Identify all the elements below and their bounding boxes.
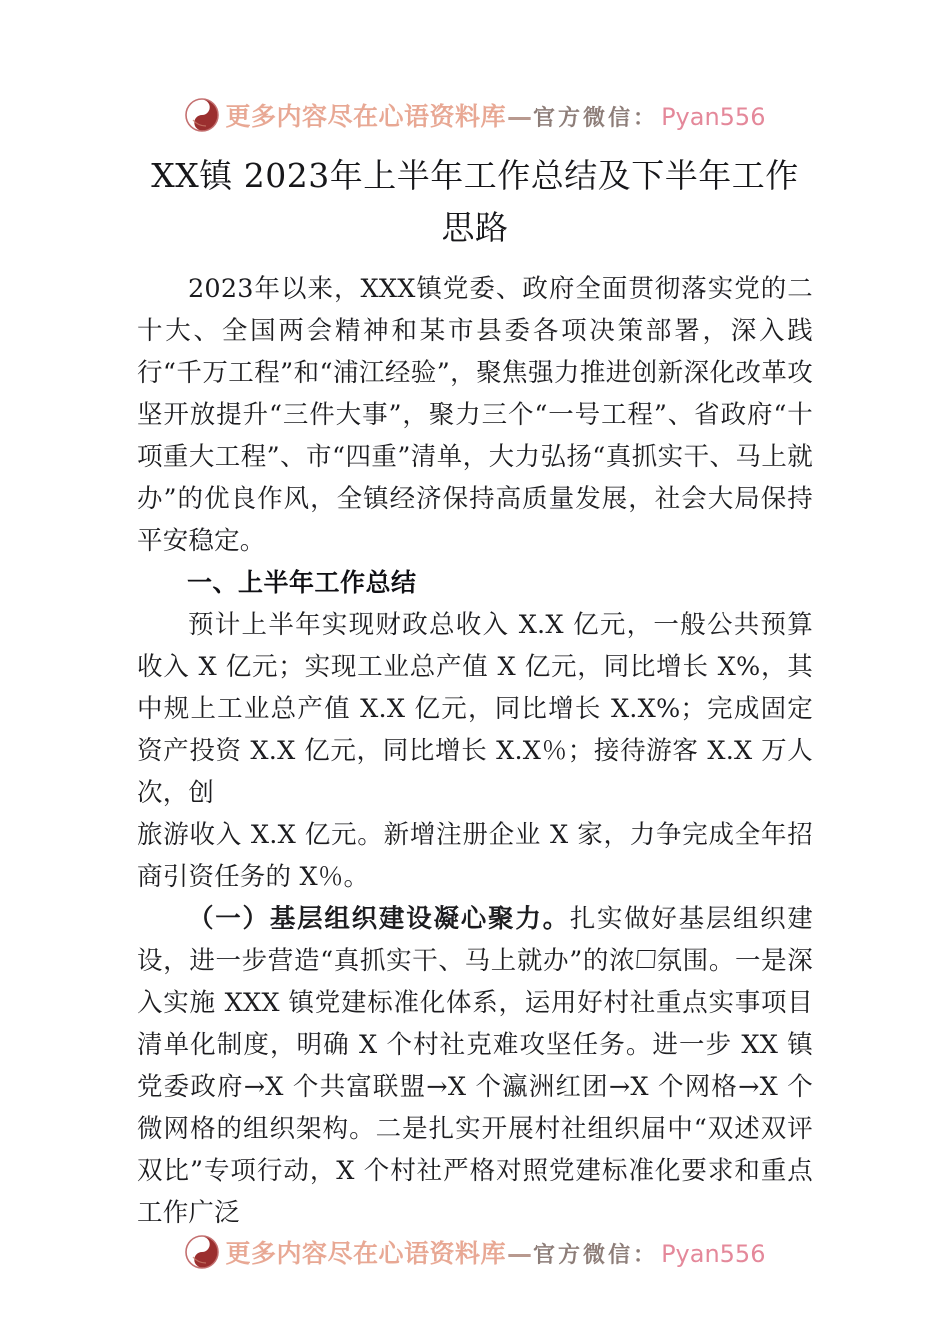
paragraph-party-building xyxy=(137,898,813,1234)
paragraph-party-building-text-a: 扎实做好基层组织建设，进一步营造“真抓实干、马上就办”的浓 xyxy=(137,904,813,976)
missing-glyph-box-icon xyxy=(636,950,655,968)
watermark-banner-top xyxy=(0,93,950,137)
section-heading-1: 一、上半年工作总结 xyxy=(187,568,417,597)
circular-swirl-logo-icon-bottom xyxy=(185,1235,219,1269)
watermark-wechat-label: 官方微信： xyxy=(533,105,659,131)
watermark-dash: — xyxy=(507,102,533,131)
watermark-text xyxy=(226,97,766,133)
watermark-wechat-id: Pyan556 xyxy=(661,103,766,131)
watermark-slogan: 更多内容尽在心语资料库 xyxy=(225,102,507,131)
paragraph-statistics: 预计上半年实现财政总收入 X.X 亿元，一般公共预算收入 X 亿元；实现工业总产值 X 亿元，同比增长 X%，其中规上工业总产值 X.X 亿元，同比增长 X.X%；完成固定资产投资 X.X 亿元，同比增长 X.X％；接待游客 X.X 万人次，创 xyxy=(137,610,813,808)
paragraph-intro: 2023年以来，XXX镇党委、政府全面贯彻落实党的二十大、全国两会精神和某市县委各项决策部署，深入践行“千万工程”和“浦江经验”，聚焦强力推进创新深化改革攻坚开放提升“三件大事”，聚力三个“一号工程”、省政府“十项重大工程”、市“四重”清单，大力弘扬“真抓实干、马上就办”的优良作风，全镇经济保持高质量发展，社会大局保持平安稳定。 xyxy=(137,274,813,556)
watermark-slogan-bottom: 更多内容尽在心语资料库 xyxy=(225,1239,507,1268)
paragraph-statistics-cont: 旅游收入 X.X 亿元。新增注册企业 X 家，力争完成全年招商引资任务的 X％。 xyxy=(137,820,813,892)
subsection-heading-1: （一）基层组织建设凝心聚力。 xyxy=(188,904,570,934)
paragraph-party-building-text-b: 氛围。一是深入实施 XXX 镇党建标准化体系，运用好村社重点实事项目清单化制度，明确 X 个村社克难攻坚任务。进一步 XX 镇党委政府→X 个共富联盟→X 个瀛洲红团→X 个网格→X 个微网格的组织架构。二是扎实开展村社组织届中“双述双评双比”专项行动，X 个村社严格对照党建标准化要求和重点工作广泛 xyxy=(137,946,814,1228)
circular-swirl-logo-icon xyxy=(185,98,219,132)
document-body xyxy=(137,150,813,1234)
watermark-dash-bottom: — xyxy=(507,1239,533,1268)
watermark-banner-bottom xyxy=(0,1230,950,1274)
watermark-wechat-label-bottom: 官方微信： xyxy=(533,1242,659,1268)
watermark-text-bottom xyxy=(226,1234,766,1270)
watermark-wechat-id-bottom: Pyan556 xyxy=(661,1240,766,1268)
page-title: XX镇 2023年上半年工作总结及下半年工作思路 xyxy=(151,156,799,247)
